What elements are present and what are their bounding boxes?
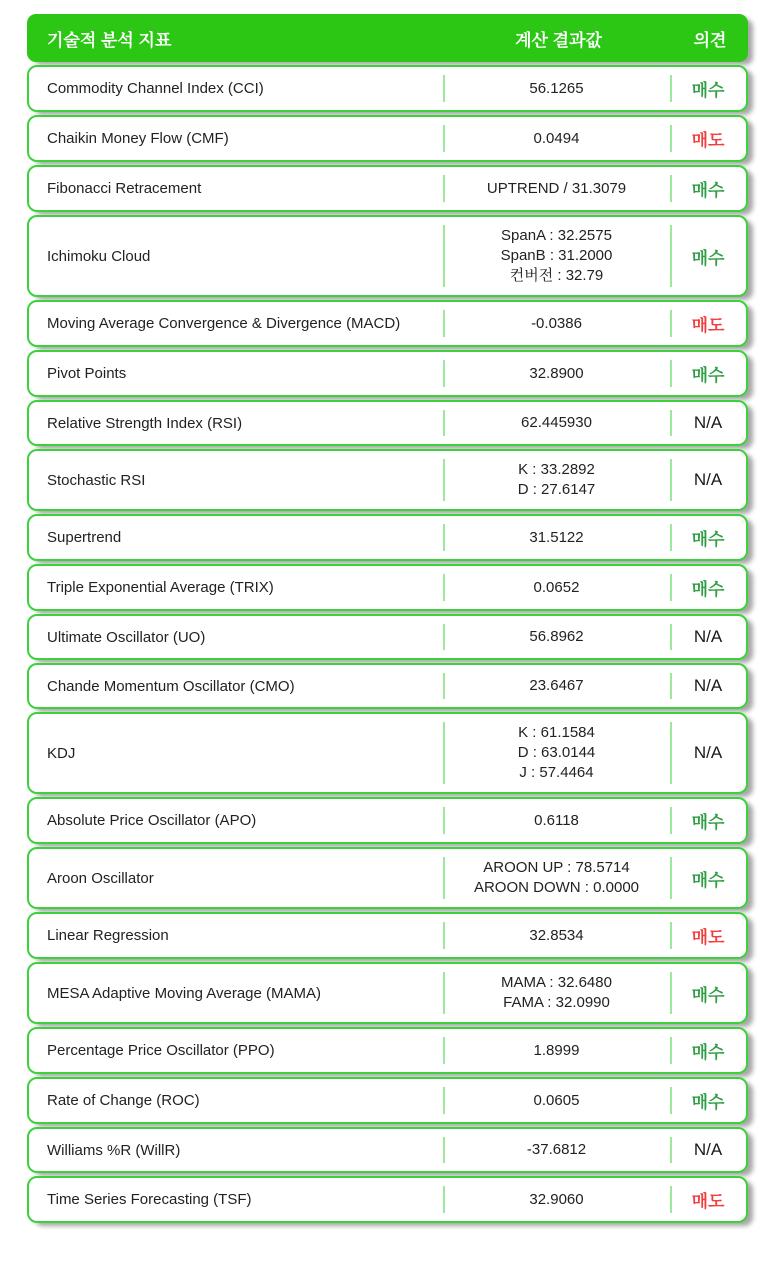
indicator-value bbox=[443, 1178, 670, 1221]
opinion-badge: 매수 bbox=[670, 67, 746, 110]
table-row bbox=[27, 165, 748, 212]
indicator-value-line: K : 33.2892 bbox=[518, 461, 595, 478]
indicator-value bbox=[443, 117, 670, 160]
indicator-value-line: UPTREND / 31.3079 bbox=[486, 179, 627, 197]
opinion-badge: N/A bbox=[670, 451, 746, 509]
table-row bbox=[27, 400, 748, 446]
table-row bbox=[27, 514, 748, 561]
indicator-value bbox=[443, 352, 670, 395]
table-row bbox=[27, 712, 748, 794]
table-row bbox=[27, 65, 748, 112]
indicator-name: Relative Strength Index (RSI) bbox=[47, 414, 243, 432]
indicator-value-line: 0.6118 bbox=[534, 811, 579, 829]
indicator-value-line: 56.1265 bbox=[529, 79, 584, 97]
table-row bbox=[27, 564, 748, 611]
indicator-value-line: 56.8962 bbox=[529, 628, 584, 645]
indicator-name: Williams %R (WillR) bbox=[47, 1141, 181, 1159]
indicator-name: Percentage Price Oscillator (PPO) bbox=[47, 1042, 275, 1059]
table-row bbox=[27, 449, 748, 511]
indicator-value-line: MAMA : 32.6480 bbox=[501, 974, 612, 991]
indicator-value bbox=[443, 302, 670, 345]
indicator-name: MESA Adaptive Moving Average (MAMA) bbox=[47, 984, 322, 1002]
indicator-value-line: D : 63.0144 bbox=[517, 744, 596, 761]
opinion-badge: 매수 bbox=[670, 516, 746, 559]
indicator-value bbox=[443, 799, 670, 842]
indicator-value-line: -0.0386 bbox=[531, 314, 582, 332]
indicator-value-line: 1.8999 bbox=[533, 1041, 580, 1059]
indicator-name: Triple Exponential Average (TRIX) bbox=[47, 579, 274, 596]
indicator-name: Moving Average Convergence & Divergence (MACD) bbox=[47, 315, 401, 332]
table-row bbox=[27, 300, 748, 347]
indicator-value-line: 0.0652 bbox=[533, 578, 580, 596]
indicator-value-line: 32.8534 bbox=[529, 926, 584, 944]
indicator-value bbox=[443, 964, 670, 1022]
indicator-name: Aroon Oscillator bbox=[47, 869, 154, 887]
indicator-value-line: 0.0494 bbox=[533, 129, 580, 147]
opinion-badge: 매수 bbox=[670, 566, 746, 609]
indicator-value bbox=[443, 451, 670, 509]
opinion-badge: 매도 bbox=[670, 914, 746, 957]
indicator-value-line: -37.6812 bbox=[526, 1141, 587, 1158]
indicator-value-line: 62.445930 bbox=[521, 414, 592, 431]
header-indicator: 기술적 분석 지표 bbox=[47, 30, 172, 50]
table-row bbox=[27, 350, 748, 397]
indicator-value bbox=[443, 67, 670, 110]
table-row bbox=[27, 663, 748, 709]
opinion-badge: 매도 bbox=[670, 117, 746, 160]
opinion-badge: N/A bbox=[670, 714, 746, 792]
indicator-value-line: AROON UP : 78.5714 bbox=[483, 859, 630, 876]
indicator-name: Ultimate Oscillator (UO) bbox=[47, 628, 206, 646]
indicator-value bbox=[443, 1079, 670, 1122]
indicator-value-line: 0.0605 bbox=[533, 1091, 580, 1109]
indicator-value bbox=[443, 402, 670, 444]
table-row bbox=[27, 847, 748, 909]
opinion-badge: N/A bbox=[670, 616, 746, 658]
opinion-badge: N/A bbox=[670, 402, 746, 444]
opinion-badge: 매도 bbox=[670, 302, 746, 345]
indicator-value-line: D : 27.6147 bbox=[517, 481, 596, 498]
opinion-badge: 매수 bbox=[670, 217, 746, 295]
indicator-name: Supertrend bbox=[47, 529, 122, 546]
indicator-value-line: SpanA : 32.2575 bbox=[501, 227, 612, 244]
indicator-value-line: 23.6467 bbox=[529, 677, 584, 694]
indicator-value bbox=[443, 167, 670, 210]
opinion-badge: N/A bbox=[670, 665, 746, 707]
indicator-value bbox=[443, 217, 670, 295]
indicator-name: Stochastic RSI bbox=[47, 471, 146, 489]
indicator-value-line: 32.8900 bbox=[529, 364, 584, 382]
indicator-value-line: 컨버전 : 32.79 bbox=[509, 267, 604, 284]
table-row bbox=[27, 797, 748, 844]
indicator-name: Linear Regression bbox=[47, 927, 169, 944]
indicator-value bbox=[443, 665, 670, 707]
indicator-value-line: 32.9060 bbox=[529, 1190, 584, 1208]
table-row bbox=[27, 115, 748, 162]
indicator-name: Fibonacci Retracement bbox=[47, 180, 202, 197]
opinion-badge: 매수 bbox=[670, 1029, 746, 1072]
header-value: 계산 결과값 bbox=[515, 30, 602, 50]
indicator-value-line: AROON DOWN : 0.0000 bbox=[473, 879, 640, 896]
indicator-name: Chaikin Money Flow (CMF) bbox=[47, 130, 229, 147]
header-opinion: 의견 bbox=[693, 30, 727, 50]
indicator-name: Ichimoku Cloud bbox=[47, 247, 151, 265]
indicator-value bbox=[443, 714, 670, 792]
indicator-name: Commodity Channel Index (CCI) bbox=[47, 80, 264, 97]
indicator-value bbox=[443, 1029, 670, 1072]
indicator-name: KDJ bbox=[47, 744, 76, 762]
indicator-value bbox=[443, 566, 670, 609]
indicator-value bbox=[443, 516, 670, 559]
opinion-badge: 매수 bbox=[670, 352, 746, 395]
indicator-value bbox=[443, 1129, 670, 1171]
table-row bbox=[27, 962, 748, 1024]
indicator-value-line: 31.5122 bbox=[529, 528, 584, 546]
indicator-name: Pivot Points bbox=[47, 365, 127, 382]
indicator-value-line: FAMA : 32.0990 bbox=[503, 994, 610, 1011]
table-row bbox=[27, 614, 748, 660]
table-row bbox=[27, 1127, 748, 1173]
indicator-value-line: J : 57.4464 bbox=[519, 764, 594, 781]
indicator-name: Absolute Price Oscillator (APO) bbox=[47, 812, 257, 829]
table-row bbox=[27, 1077, 748, 1124]
table-row bbox=[27, 1176, 748, 1223]
opinion-badge: 매수 bbox=[670, 849, 746, 907]
opinion-badge: 매수 bbox=[670, 799, 746, 842]
opinion-badge: 매도 bbox=[670, 1178, 746, 1221]
indicator-value bbox=[443, 849, 670, 907]
table-row bbox=[27, 215, 748, 297]
indicator-value bbox=[443, 914, 670, 957]
table-body bbox=[27, 65, 748, 1223]
opinion-badge: N/A bbox=[670, 1129, 746, 1171]
opinion-badge: 매수 bbox=[670, 167, 746, 210]
table-row bbox=[27, 912, 748, 959]
indicator-name: Time Series Forecasting (TSF) bbox=[47, 1191, 252, 1208]
indicator-value-line: K : 61.1584 bbox=[518, 724, 595, 741]
indicator-value-line: SpanB : 31.2000 bbox=[500, 247, 613, 264]
opinion-badge: 매수 bbox=[670, 964, 746, 1022]
indicator-name: Chande Momentum Oscillator (CMO) bbox=[47, 677, 295, 695]
table-row bbox=[27, 1027, 748, 1074]
indicator-name: Rate of Change (ROC) bbox=[47, 1092, 200, 1109]
indicator-value bbox=[443, 616, 670, 658]
technical-analysis-table bbox=[27, 14, 748, 1226]
opinion-badge: 매수 bbox=[670, 1079, 746, 1122]
table-header-row bbox=[27, 14, 748, 62]
